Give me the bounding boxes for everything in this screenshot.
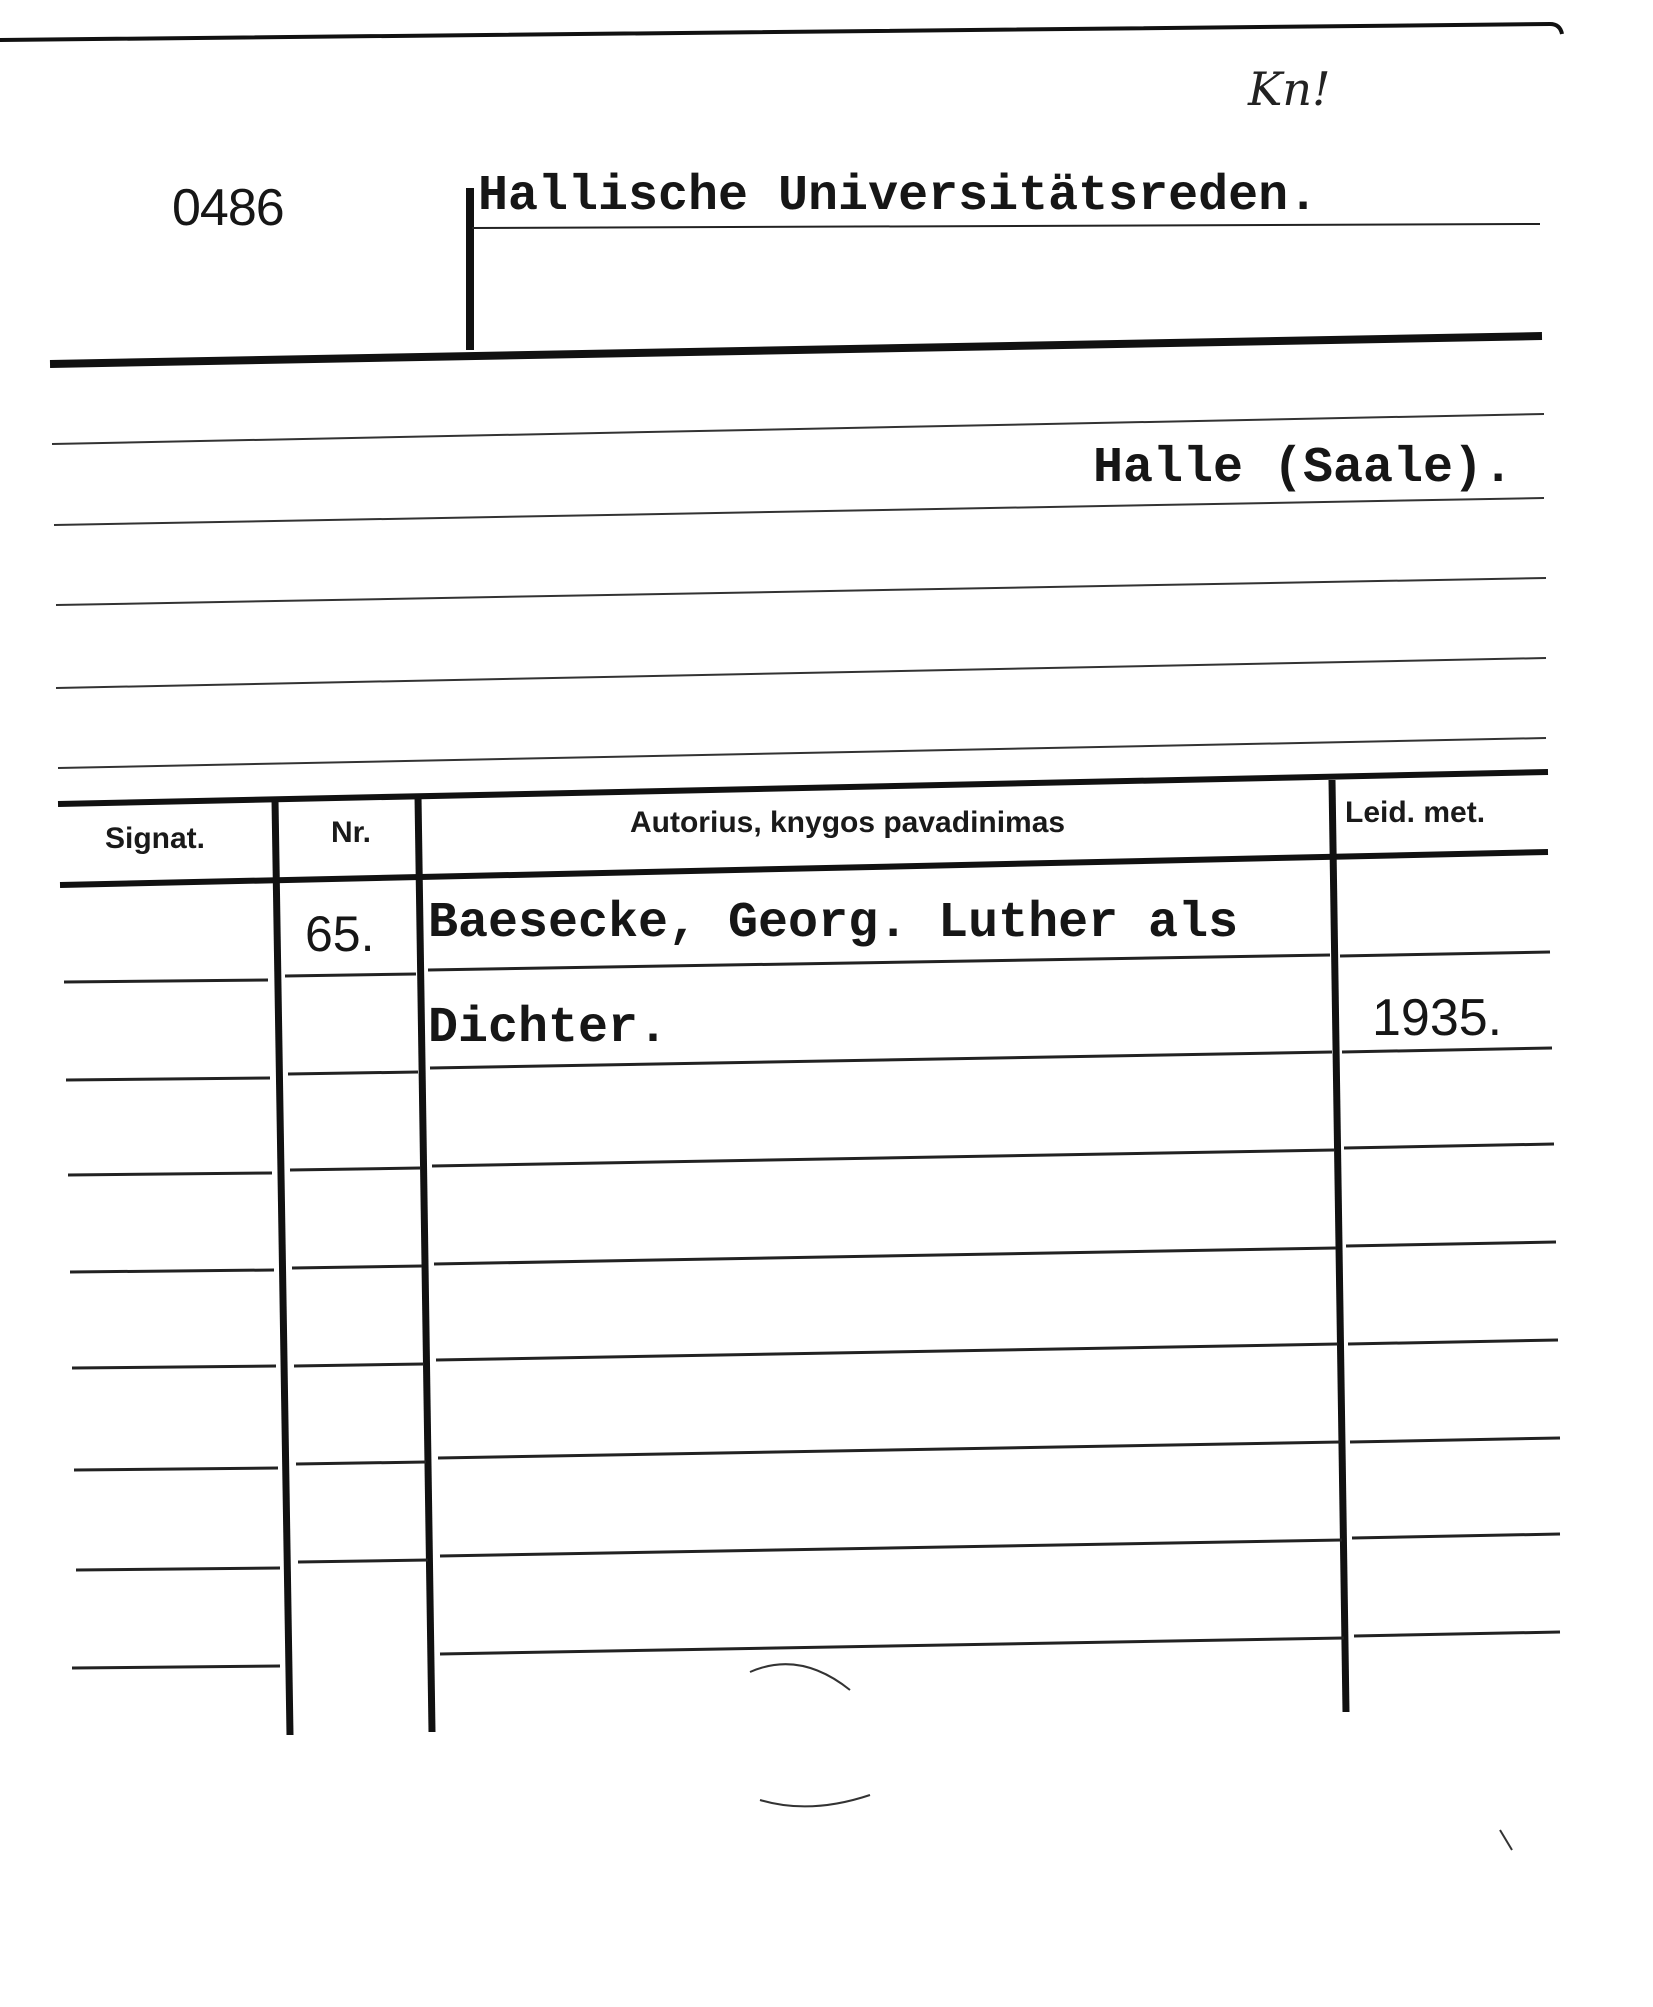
card-number: 0486 bbox=[172, 179, 284, 237]
row-title-line-2: Dichter. bbox=[428, 1000, 669, 1057]
row-year: 1935. bbox=[1372, 989, 1503, 1047]
publication-place: Halle (Saale). bbox=[1093, 440, 1514, 497]
header-year: Leid. met. bbox=[1345, 796, 1486, 829]
header-author-title: Autorius, knygos pavadinimas bbox=[630, 806, 1066, 839]
series-title: Hallische Universitätsreden. bbox=[478, 168, 1319, 225]
row-number: 65. bbox=[305, 906, 375, 962]
header-nr: Nr. bbox=[331, 816, 372, 849]
row-title-line-1: Baesecke, Georg. Luther als bbox=[428, 895, 1239, 952]
header-signat: Signat. bbox=[105, 822, 206, 855]
handwritten-note: Kn! bbox=[1248, 62, 1331, 116]
